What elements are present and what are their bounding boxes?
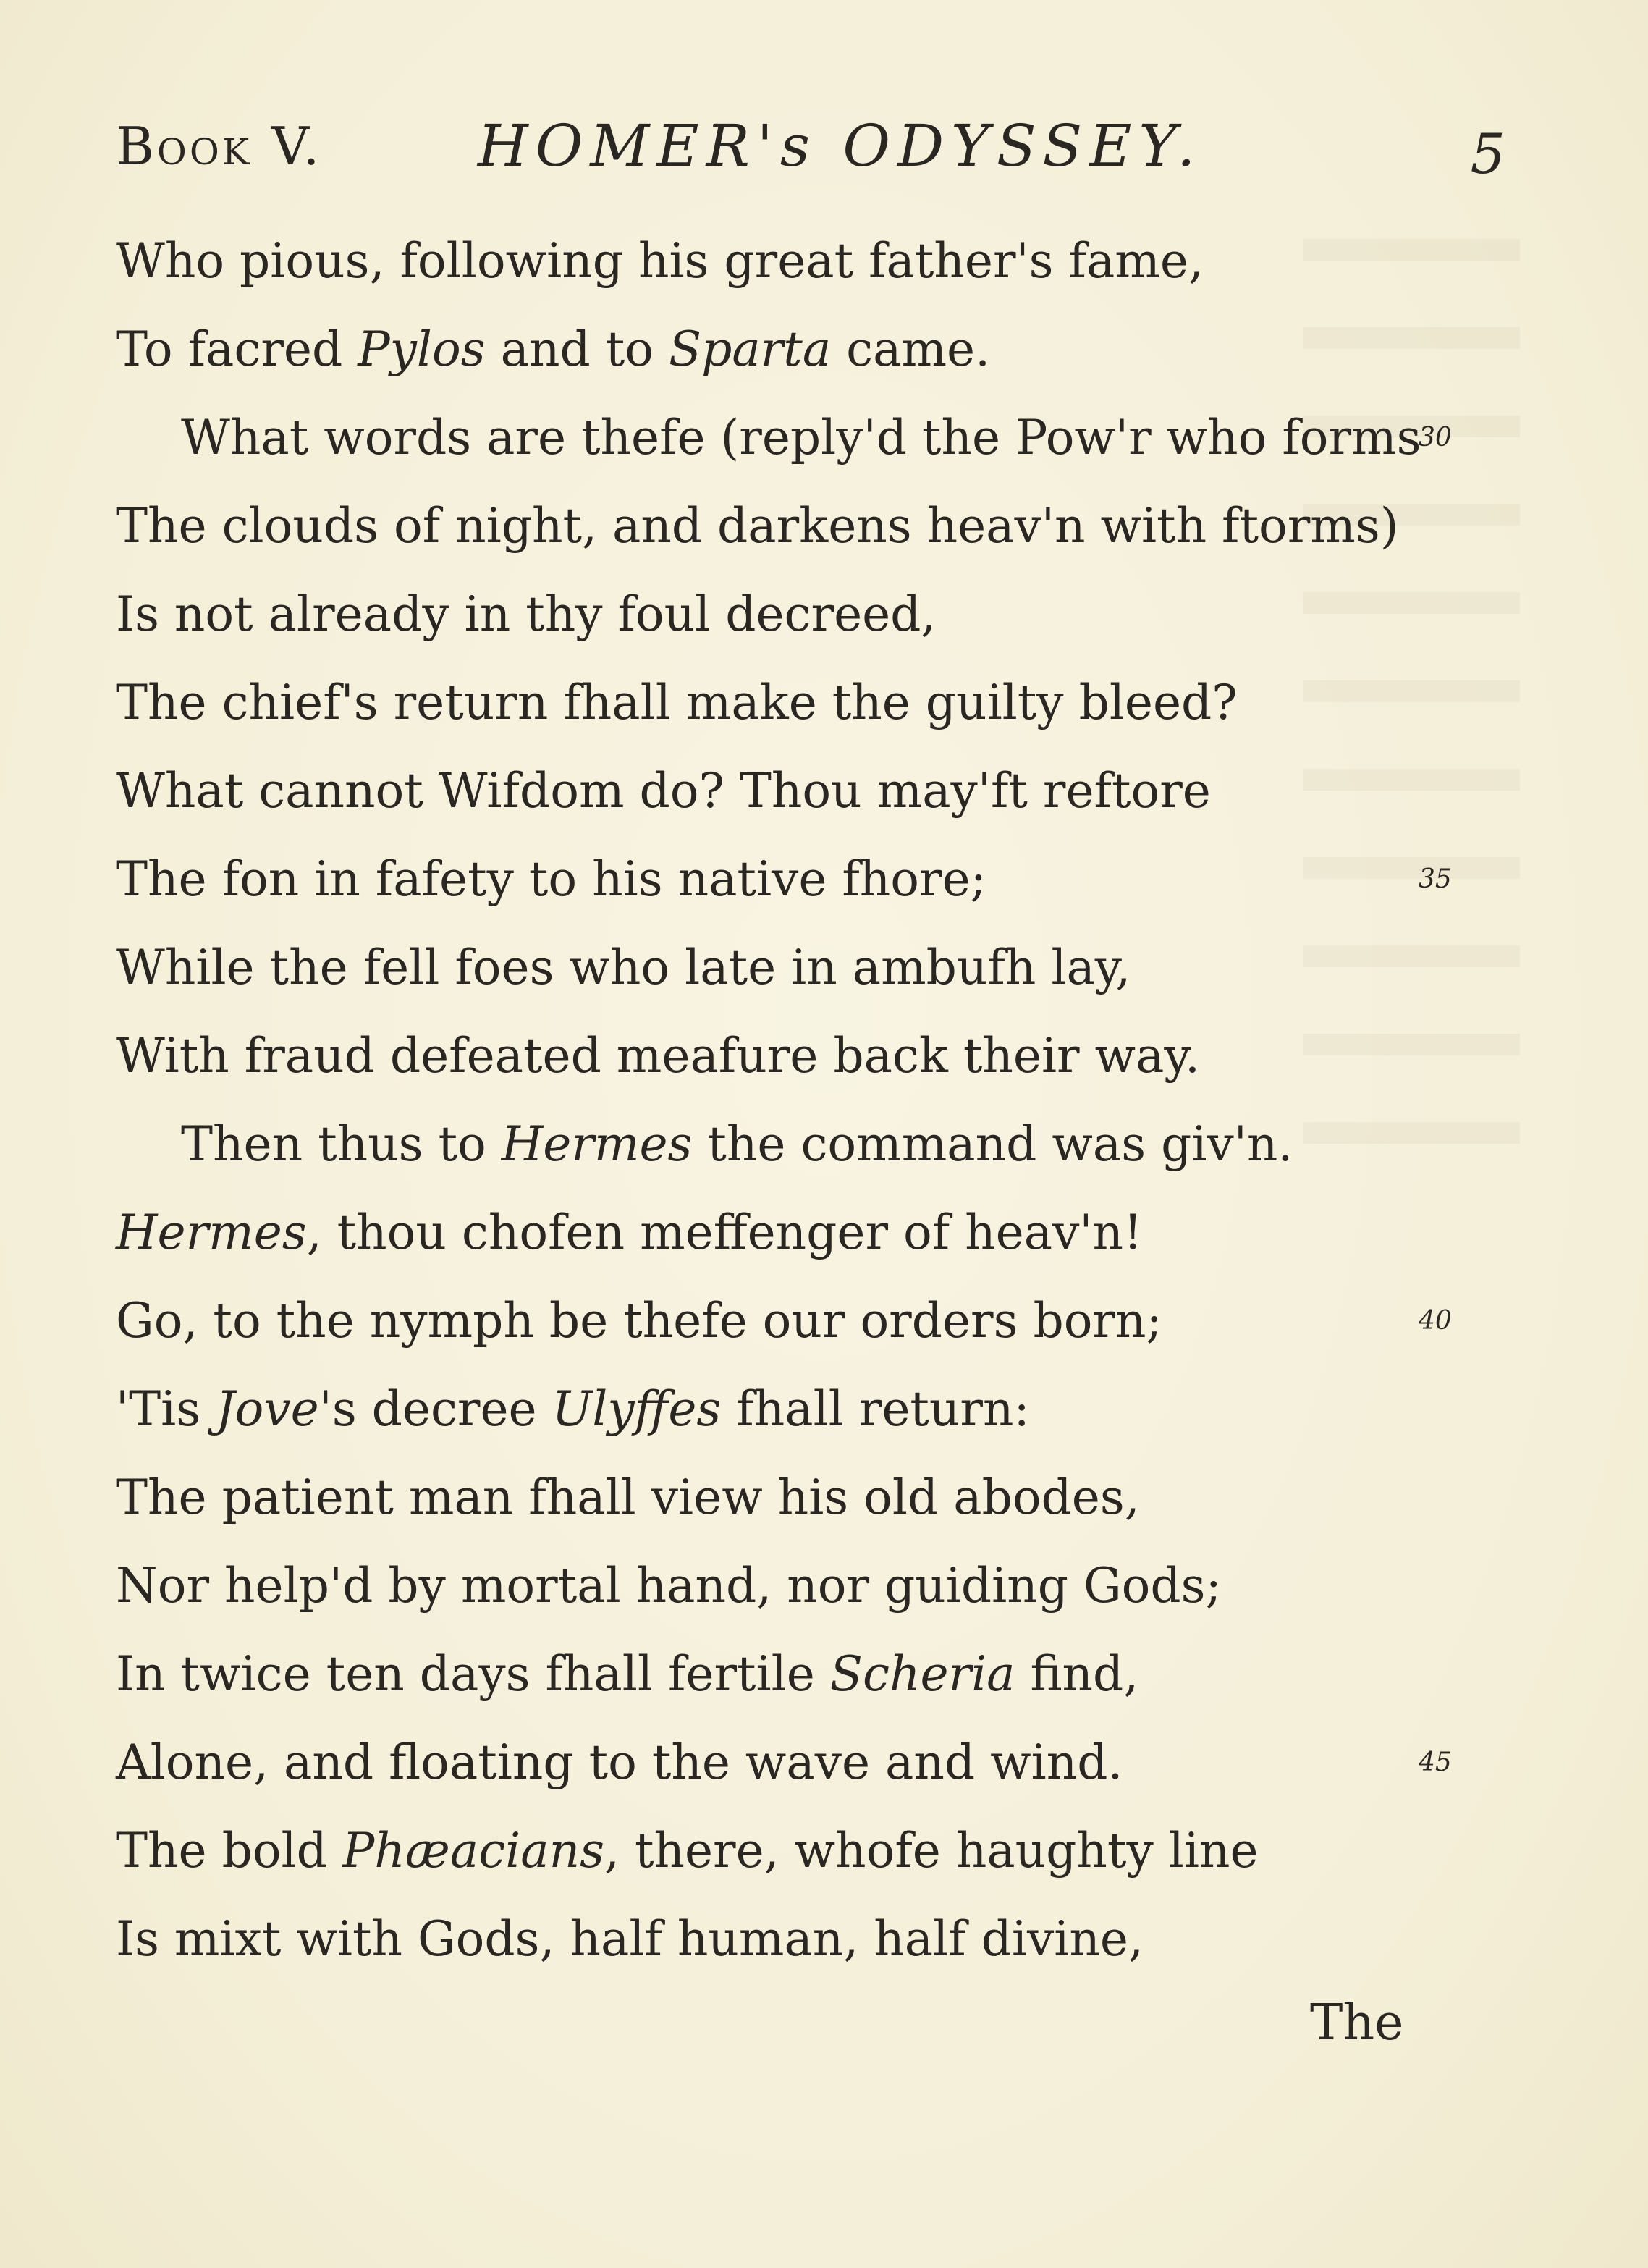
verse-line — [116, 1630, 1491, 1719]
verse-text: The clouds of night, and darkens heav'n with ftorms) — [116, 498, 1399, 554]
italic-name: Ulyffes — [552, 1381, 722, 1437]
catchword: The — [1310, 1994, 1404, 2052]
running-title: HOMER's ODYSSEY. — [478, 112, 1203, 180]
verse-text: The fon in fafety to his native fhore; — [116, 851, 986, 907]
verse-line — [116, 1542, 1491, 1630]
verse-line — [116, 1100, 1491, 1189]
verse-line — [116, 305, 1491, 394]
verse-line — [116, 835, 1491, 924]
verse-text: Is mixt with Gods, half human, half divine, — [116, 1911, 1144, 1967]
verse-text: Hermes, thou chofen meffenger of heav'n! — [116, 1205, 1143, 1260]
verse-line — [116, 394, 1491, 482]
verse-line — [116, 1277, 1491, 1365]
verse-line — [116, 924, 1491, 1012]
verse-line — [116, 1895, 1491, 1984]
running-header — [116, 109, 1505, 195]
verse-text: Nor help'd by mortal hand, nor guiding Gods; — [116, 1558, 1222, 1614]
verse-text: Go, to the nymph be thefe our orders born; — [116, 1293, 1162, 1349]
verse-text: In twice ten days fhall fertile Scheria find, — [116, 1646, 1139, 1702]
italic-name: Hermes — [116, 1205, 307, 1260]
verse-text: The chief's return fhall make the guilty bleed? — [116, 675, 1238, 730]
italic-name: Jove — [216, 1381, 319, 1437]
verse-text: To facred Pylos and to Sparta came. — [116, 321, 991, 377]
line-number: 45 — [1419, 1748, 1452, 1777]
italic-name: Scheria — [829, 1646, 1015, 1702]
verse-text: With fraud defeated meafure back their way. — [116, 1028, 1200, 1084]
line-number: 30 — [1419, 423, 1452, 452]
verse-line — [116, 1807, 1491, 1895]
verse-text: What cannot Wifdom do? Thou may'ft reftore — [116, 763, 1211, 819]
verse-line — [116, 570, 1491, 659]
verse-line — [116, 1012, 1491, 1100]
verse-text: Who pious, following his great father's fame, — [116, 233, 1204, 289]
verse-line — [116, 217, 1491, 305]
verse-block — [116, 217, 1491, 1984]
verse-line — [116, 482, 1491, 570]
italic-name: Pylos — [358, 321, 486, 377]
line-number: 40 — [1419, 1306, 1452, 1336]
verse-line — [116, 659, 1491, 747]
verse-line — [116, 1189, 1491, 1277]
line-number: 35 — [1419, 864, 1452, 894]
verse-line — [116, 1719, 1491, 1807]
verse-text: Then thus to Hermes the command was giv'n. — [181, 1116, 1293, 1172]
verse-line — [116, 1365, 1491, 1454]
italic-name: Hermes — [501, 1116, 693, 1172]
italic-name: Sparta — [668, 321, 832, 377]
verse-text: While the fell foes who late in ambufh lay, — [116, 940, 1131, 995]
verse-text: Alone, and floating to the wave and wind. — [116, 1734, 1123, 1790]
verse-text: The bold Phæacians, there, whofe haughty line — [116, 1823, 1259, 1879]
page-number: 5 — [1470, 122, 1505, 186]
verse-text: 'Tis Jove's decree Ulyffes fhall return: — [116, 1381, 1030, 1437]
book-label: Book V. — [116, 116, 323, 177]
verse-line — [116, 1454, 1491, 1542]
verse-text: What words are thefe (reply'd the Pow'r who forms — [181, 410, 1421, 465]
verse-line — [116, 747, 1491, 835]
verse-text: The patient man fhall view his old abodes, — [116, 1470, 1140, 1525]
verse-text: Is not already in thy foul decreed, — [116, 586, 937, 642]
italic-name: Phæacians — [342, 1823, 604, 1879]
